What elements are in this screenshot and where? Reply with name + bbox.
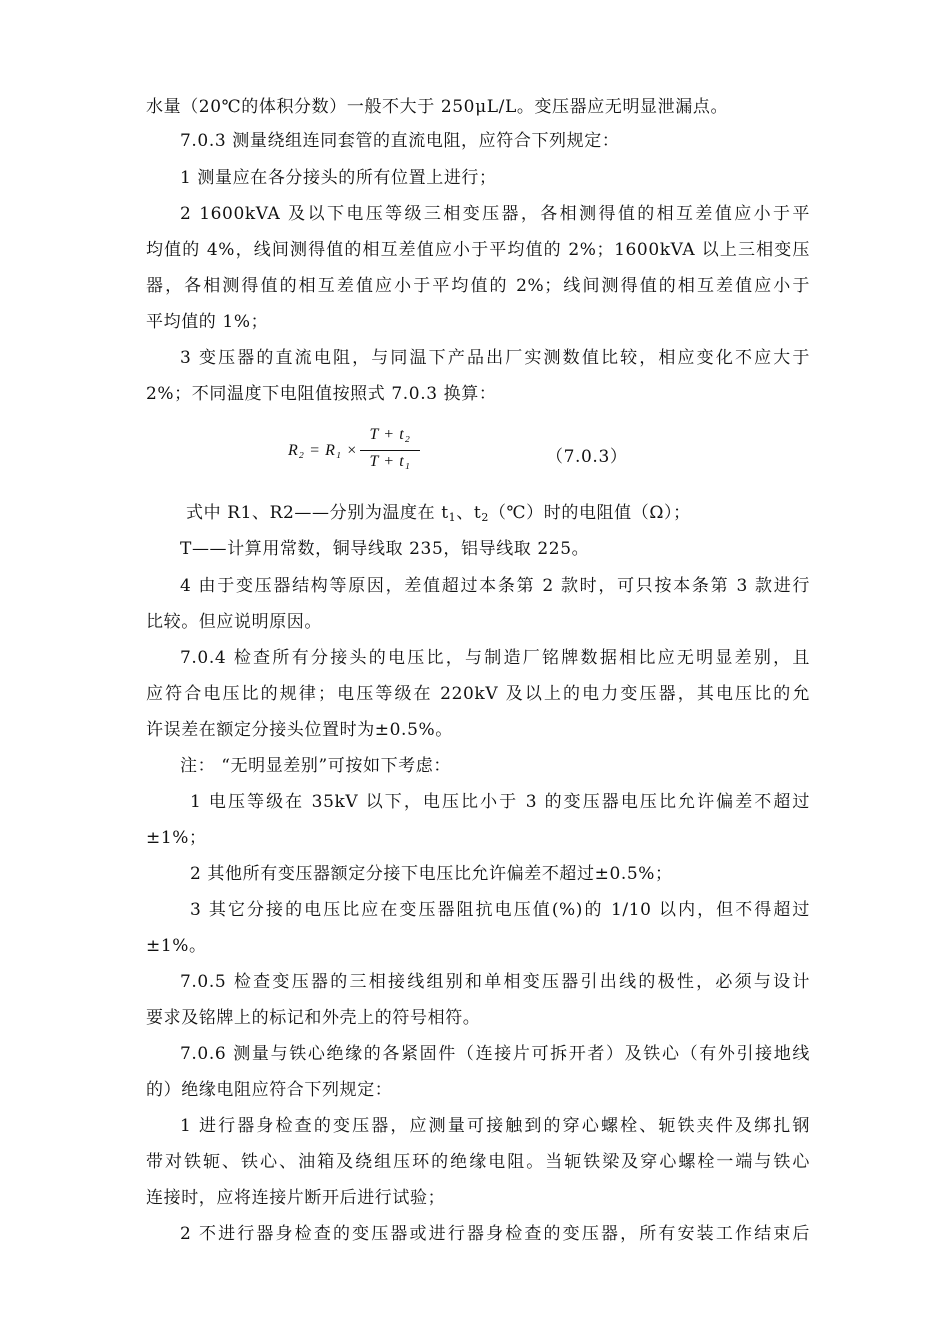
text-line: 1 测量应在各分接头的所有位置上进行； (180, 168, 497, 188)
text-line: 1 电压等级在 35kV 以下，电压比小于 3 的变压器电压比允许偏差不超过 (190, 792, 810, 812)
text-line: 3 变压器的直流电阻，与同温下产品出厂实测数值比较，相应变化不应大于 (180, 348, 810, 368)
where-pre: 式中 R1、R2——分别为温度在 t (186, 503, 449, 523)
subscript-1: 1 (448, 511, 457, 524)
text-line: 2 1600kVA 及以下电压等级三相变压器，各相测得值的相互差值应小于平 (180, 204, 810, 224)
text-line: 带对铁轭、铁心、油箱及绕组压环的绝缘电阻。当轭铁梁及穿心螺栓一端与铁心 (146, 1152, 810, 1172)
clause-heading-7-0-3: 7.0.3 测量绕组连同套管的直流电阻，应符合下列规定： (180, 131, 620, 151)
clause-heading-7-0-4: 7.0.4 检查所有分接头的电压比，与制造厂铭牌数据相比应无明显差别，且 (180, 648, 810, 668)
formula-lhs: R₂ = R₁ × (288, 442, 358, 459)
where-mid: 、t (456, 503, 482, 523)
text-line: 水量（20℃的体积分数）一般不大于 250μL/L。变压器应无明显泄漏点。 (146, 97, 729, 117)
text-line: 平均值的 1%； (146, 312, 269, 332)
text-line: 器，各相测得值的相互差值应小于平均值的 2%；线间测得值的相互差值应小于 (146, 276, 810, 296)
formula-fraction (360, 426, 420, 475)
formula-7-0-3 (284, 424, 628, 480)
formula-number: （7.0.3） (546, 447, 628, 467)
note-heading: 注： “无明显差别”可按如下考虑： (180, 756, 451, 776)
text-line: T——计算用常数，铜导线取 235，铝导线取 225。 (180, 539, 590, 559)
text-line: 2%；不同温度下电阻值按照式 7.0.3 换算： (146, 384, 497, 404)
text-line: 4 由于变压器结构等原因，差值超过本条第 2 款时，可只按本条第 3 款进行 (180, 576, 810, 596)
text-line: 连接时，应将连接片断开后进行试验； (146, 1188, 446, 1208)
fraction-bar (360, 450, 420, 451)
text-line: 1 进行器身检查的变压器，应测量可接触到的穿心螺栓、轭铁夹件及绑扎钢 (180, 1116, 810, 1136)
text-line: 要求及铭牌上的标记和外壳上的符号相符。 (146, 1008, 481, 1028)
formula-denominator: T + t₁ (369, 453, 411, 470)
where-line (186, 502, 806, 529)
text-line: 应符合电压比的规律；电压等级在 220kV 及以上的电力变压器，其电压比的允 (146, 684, 810, 704)
text-line: 2 不进行器身检查的变压器或进行器身检查的变压器，所有安装工作结束后 (180, 1224, 810, 1244)
text-line: 许误差在额定分接头位置时为±0.5%。 (146, 720, 453, 740)
clause-heading-7-0-5: 7.0.5 检查变压器的三相接线组别和单相变压器引出线的极性，必须与设计 (180, 972, 810, 992)
text-line: ±1%。 (146, 936, 207, 956)
text-line: 比较。但应说明原因。 (146, 612, 322, 632)
subscript-2: 2 (481, 511, 489, 524)
text-line: ±1%； (146, 828, 207, 848)
where-post: （℃）时的电阻值（Ω）； (488, 503, 691, 523)
formula-numerator: T + t₂ (369, 426, 411, 443)
text-line: 均值的 4%，线间测得值的相互差值应小于平均值的 2%；1600kVA 以上三相变压 (146, 240, 810, 260)
clause-heading-7-0-6: 7.0.6 测量与铁心绝缘的各紧固件（连接片可拆开者）及铁心（有外引接地线 (180, 1044, 810, 1064)
text-line: 3 其它分接的电压比应在变压器阻抗电压值(%)的 1/10 以内，但不得超过 (190, 900, 810, 920)
text-line: 的）绝缘电阻应符合下列规定： (146, 1080, 393, 1100)
text-line: 2 其他所有变压器额定分接下电压比允许偏差不超过±0.5%； (190, 864, 673, 884)
